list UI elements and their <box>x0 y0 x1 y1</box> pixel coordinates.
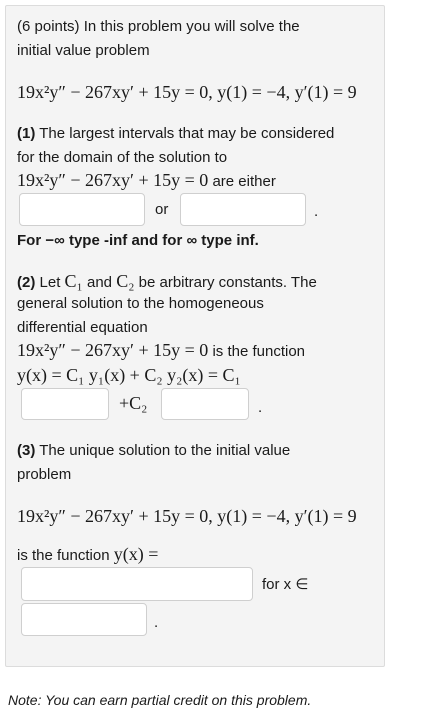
part1-line-2: for the domain of the solution to <box>17 149 228 166</box>
c2-symbol: C₂ <box>116 271 135 291</box>
part3-equation: 19x²y″ − 267xy′ + 15y = 0, y(1) = −4, y′(1) = 9 <box>17 506 357 526</box>
part3-label: (3) <box>17 442 36 459</box>
footer-note: Note: You can earn partial credit on this problem. <box>8 692 312 708</box>
part2-suffix-text: be arbitrary constants. The <box>134 274 317 291</box>
plus-c2: +C₂ <box>119 393 148 413</box>
y1-input[interactable] <box>21 388 109 420</box>
y2-input[interactable] <box>161 388 249 420</box>
intro-line-2: initial value problem <box>17 42 150 59</box>
part1-line-3 <box>17 169 276 192</box>
part2-line-4 <box>17 339 305 362</box>
domain-input[interactable] <box>21 603 147 636</box>
part1-line-1 <box>17 124 334 144</box>
inf-note: For −∞ type -inf and for ∞ type inf. <box>17 232 259 249</box>
part2-label: (2) <box>17 274 36 291</box>
part3-period: . <box>154 614 159 631</box>
intro-equation: 19x²y″ − 267xy′ + 15y = 0, y(1) = −4, y′(1) = 9 <box>17 82 357 102</box>
part2-line-3: differential equation <box>17 319 148 336</box>
is-function-text: is the function <box>17 547 114 564</box>
interval-input-2[interactable] <box>180 193 306 226</box>
part2-suffix: is the function <box>208 343 306 360</box>
part2-let: Let <box>35 274 65 291</box>
or-text: or <box>155 201 169 218</box>
part2-equation: 19x²y″ − 267xy′ + 15y = 0 <box>17 340 209 360</box>
part1-period: . <box>314 203 319 220</box>
part1-label: (1) <box>17 125 36 142</box>
part3-text: The unique solution to the initial value <box>35 442 291 459</box>
part2-and: and <box>82 274 117 291</box>
part2-period: . <box>258 399 263 416</box>
part1-suffix: are either <box>208 173 276 190</box>
part1-equation: 19x²y″ − 267xy′ + 15y = 0 <box>17 170 209 190</box>
general-solution: y(x) = C₁ y₁(x) + C₂ y₂(x) = C₁ <box>17 365 241 385</box>
interval-input-1[interactable] <box>19 193 145 226</box>
unique-solution-input[interactable] <box>21 567 253 601</box>
for-x-in: for x ∈ <box>262 576 309 593</box>
part3-is-function <box>17 543 158 566</box>
part2-line-2: general solution to the homogeneous <box>17 295 264 312</box>
part1-text: The largest intervals that may be considered <box>35 125 335 142</box>
yx-symbol: y(x) = <box>113 544 159 564</box>
intro-line-1: (6 points) In this problem you will solve the <box>17 18 300 35</box>
c1-symbol: C₁ <box>64 271 83 291</box>
part3-line-1 <box>17 441 290 461</box>
part3-line-2: problem <box>17 466 72 483</box>
part2-line-1 <box>17 270 317 293</box>
